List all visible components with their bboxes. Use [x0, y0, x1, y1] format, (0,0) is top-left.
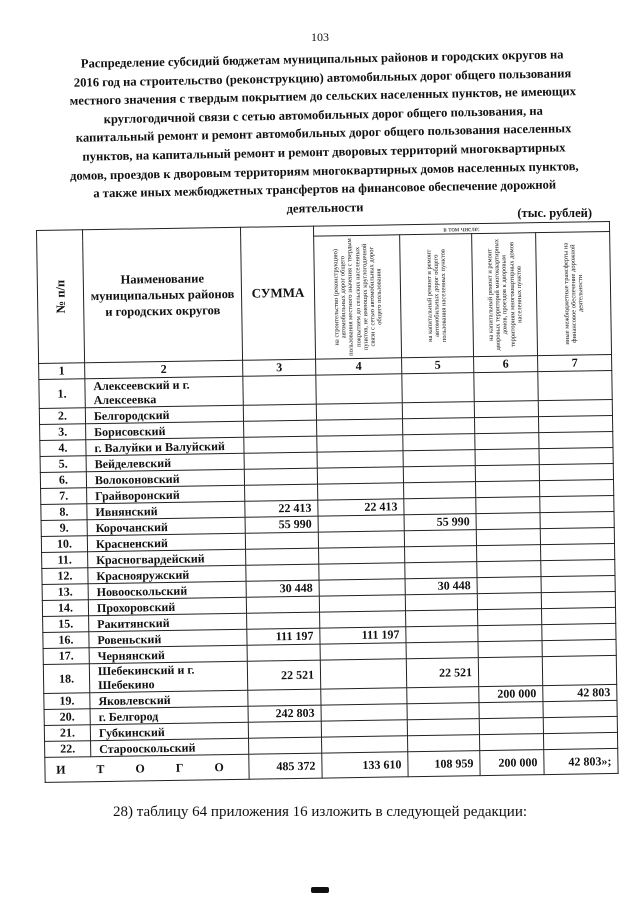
row-number: 22. [45, 741, 91, 758]
header-col6-text: на капитальный ремонт и ремонт дворовых территорий многоквартирных домов, проездов к дворовым территориям многоквартирных домов населенных пунктов [485, 239, 523, 351]
row-col7 [542, 623, 616, 640]
row-number: 18. [43, 664, 89, 694]
row-name: Алексеевский и г. Алексеевка [85, 376, 243, 407]
row-sum [244, 452, 317, 469]
row-col5 [405, 546, 477, 563]
column-number: 1 [39, 363, 85, 380]
row-col4 [318, 515, 404, 532]
row-col5 [403, 434, 475, 451]
row-sum [249, 737, 322, 754]
row-number: 12. [42, 568, 88, 585]
row-col6 [475, 465, 539, 482]
row-col6 [476, 481, 540, 498]
row-number: 9. [41, 520, 87, 537]
row-sum [246, 548, 319, 565]
title-line: а также иных межбюджетных трансфертов на финансовое обеспечение дорожной [93, 177, 557, 201]
row-name: Чернянский [89, 645, 247, 663]
row-name: Шебекинский и г. Шебекино [89, 661, 247, 692]
row-number: 14. [42, 600, 88, 617]
row-col4 [321, 704, 407, 721]
row-name: Борисовский [86, 421, 244, 439]
row-col4 [320, 611, 406, 628]
row-col6 [474, 372, 538, 402]
row-name: Губкинский [90, 722, 248, 740]
header-name: Наименование муниципальных районов и городских округов [83, 227, 243, 362]
row-col6 [478, 657, 542, 687]
row-col5 [403, 466, 475, 483]
row-col6 [476, 529, 540, 546]
total-col4: 133 610 [322, 752, 408, 778]
row-sum [245, 532, 318, 549]
header-col7 [536, 231, 612, 355]
row-col5 [406, 626, 478, 643]
header-including: в том числе: [313, 221, 609, 236]
total-col6: 200 000 [480, 750, 544, 776]
row-col5 [404, 498, 476, 515]
row-col5 [405, 562, 477, 579]
row-sum [248, 721, 321, 738]
row-col6 [476, 513, 540, 530]
row-number: 17. [43, 648, 89, 665]
row-sum: 55 990 [245, 516, 318, 533]
total-sum: 485 372 [249, 753, 322, 779]
title-line: круглогодичной связи с сетью автомобильных дорог общего пользования, на [103, 103, 543, 126]
row-name: Белгородский [85, 405, 243, 423]
header-col4 [314, 235, 402, 359]
row-col6 [476, 497, 540, 514]
column-number: 3 [243, 359, 316, 376]
row-name: Ровеньский [89, 629, 247, 647]
page-number: 103 [311, 30, 329, 44]
row-number: 3. [40, 424, 86, 441]
row-col4 [316, 403, 402, 420]
row-col4 [320, 659, 406, 689]
row-name: Ракитянский [89, 613, 247, 631]
table-body [39, 370, 618, 757]
row-sum [244, 436, 317, 453]
row-sum [246, 564, 319, 581]
row-col4: 22 413 [318, 499, 404, 516]
header-col4-text: на строительство (реконструкцию) автомобильных дорог общего пользования местного значения с твердым покрытием до сельских населенных пунктов, не имеющих круглогодичной связи с сетью автомобильных дорог общего пользования [331, 238, 384, 356]
row-col6 [479, 718, 543, 735]
row-col5 [405, 594, 477, 611]
row-col7 [539, 479, 613, 496]
row-col5 [403, 450, 475, 467]
row-col6 [479, 702, 543, 719]
subsidy-table [36, 221, 619, 783]
row-col7 [540, 495, 614, 512]
column-number: 2 [85, 360, 243, 378]
row-sum: 111 197 [247, 628, 320, 645]
footer-instruction: 28) таблицу 64 приложения 16 изложить в следующей редакции: [112, 804, 528, 820]
header-sum: СУММА [240, 226, 315, 360]
row-number: 13. [42, 584, 88, 601]
row-col6 [479, 734, 543, 751]
row-sum [248, 689, 321, 706]
row-name: Ивнянский [87, 501, 245, 519]
total-col5: 108 959 [408, 751, 480, 777]
title-line: домов, проездов к дворовым территориям многоквартирных домов населенных пунктов, [69, 158, 579, 183]
row-col5 [404, 482, 476, 499]
row-col6 [477, 577, 541, 594]
row-col7 [539, 447, 613, 464]
row-col7 [541, 575, 615, 592]
row-col6 [478, 625, 542, 642]
row-number: 20. [44, 709, 90, 726]
row-col7 [538, 399, 612, 416]
row-col7 [541, 591, 615, 608]
row-col6 [478, 609, 542, 626]
row-col4 [321, 688, 407, 705]
row-col4 [319, 595, 405, 612]
row-number: 7. [41, 488, 87, 505]
row-col7 [542, 607, 616, 624]
row-name: Грайворонский [87, 485, 245, 503]
column-number: 6 [474, 356, 538, 373]
row-name: Старооскольский [91, 738, 249, 756]
title-line: деятельности [286, 199, 364, 216]
total-col7: 42 803»; [544, 748, 618, 774]
row-name: Красногвардейский [88, 549, 246, 567]
row-number: 11. [42, 552, 88, 569]
header-col7-text: иные межбюджетные трансферты на финансовое обеспечение дорожной деятельности [561, 242, 585, 345]
row-col7: 42 803 [543, 684, 617, 701]
row-col7 [540, 511, 614, 528]
row-col6 [477, 561, 541, 578]
row-col5 [407, 719, 479, 736]
row-col5: 22 521 [406, 658, 478, 688]
row-col5 [404, 530, 476, 547]
title-line: Распределение субсидий бюджетам муниципальных районов и городских округов на [80, 47, 564, 71]
row-col6 [475, 433, 539, 450]
title-line: капитальный ремонт и ремонт автомобильных дорог общего пользования населенных [75, 121, 572, 146]
row-col4 [318, 483, 404, 500]
row-col7 [542, 655, 616, 685]
row-col4 [319, 547, 405, 564]
row-col5 [403, 418, 475, 435]
row-col5 [402, 373, 474, 403]
header-number-text: № п/п [52, 279, 68, 314]
title-line: пунктов, на капитальный ремонт и ремонт дворовых территорий многоквартирных [82, 140, 566, 164]
row-sum: 22 521 [247, 660, 320, 690]
row-col6 [475, 417, 539, 434]
row-col4 [317, 451, 403, 468]
row-number: 19. [44, 693, 90, 710]
row-col7 [543, 732, 617, 749]
row-number: 10. [41, 536, 87, 553]
row-number: 21. [44, 725, 90, 742]
row-col7 [539, 463, 613, 480]
row-col7 [543, 716, 617, 733]
document-title [52, 45, 595, 223]
row-name: Волоконовский [86, 469, 244, 487]
row-col7 [541, 559, 615, 576]
row-col5: 30 448 [405, 578, 477, 595]
total-label: И Т О Г О [45, 754, 249, 782]
header-col5-text: на капитальный ремонт и ремонт автомобильных дорог общего пользования населенных пунктов [425, 249, 448, 343]
row-col7 [541, 543, 615, 560]
row-number: 1. [39, 379, 85, 409]
row-col4 [316, 374, 402, 404]
row-col5 [407, 735, 479, 752]
row-col4 [320, 643, 406, 660]
row-sum [247, 612, 320, 629]
row-col7 [539, 431, 613, 448]
row-name: Вейделевский [86, 453, 244, 471]
row-col4 [321, 720, 407, 737]
row-col4 [318, 531, 404, 548]
row-col5 [406, 610, 478, 627]
row-col4 [317, 467, 403, 484]
subsidy-table-wrapper [36, 221, 619, 783]
row-col6 [475, 449, 539, 466]
row-col6 [477, 545, 541, 562]
row-col5 [407, 687, 479, 704]
row-number: 5. [40, 456, 86, 473]
row-name: Корочанский [87, 517, 245, 535]
row-sum [243, 404, 316, 421]
row-col4 [322, 736, 408, 753]
row-col7 [538, 370, 612, 400]
units-label: (тыс. рублей) [517, 206, 592, 220]
row-col5 [406, 642, 478, 659]
row-col7 [543, 700, 617, 717]
row-col6 [477, 593, 541, 610]
row-number: 8. [41, 504, 87, 521]
row-sum: 30 448 [246, 580, 319, 597]
row-sum: 242 803 [248, 705, 321, 722]
row-name: Яковлевский [90, 690, 248, 708]
row-sum [247, 644, 320, 661]
row-name: Прохоровский [88, 597, 246, 615]
column-number: 5 [402, 357, 474, 374]
header-col6 [472, 233, 538, 357]
row-col4: 111 197 [320, 627, 406, 644]
row-sum [243, 375, 316, 405]
header-col5 [400, 234, 474, 358]
row-name: Новооскольский [88, 581, 246, 599]
row-number: 6. [40, 472, 86, 489]
row-name: Красненский [87, 533, 245, 551]
row-col7 [540, 527, 614, 544]
row-col4 [317, 419, 403, 436]
row-col4 [317, 435, 403, 452]
column-number: 4 [316, 358, 402, 375]
row-name: Краснояружский [88, 565, 246, 583]
title-line: местного значения с твердым покрытием до сельских населенных пунктов, не имеющих [69, 84, 577, 109]
row-col5: 55 990 [404, 514, 476, 531]
row-col6: 200 000 [479, 686, 543, 703]
row-col4 [319, 579, 405, 596]
row-number: 2. [39, 408, 85, 425]
title-line: 2016 год на строительство (реконструкцию) автомобильных дорог общего пользования [73, 65, 572, 90]
row-name: г. Валуйки и Валуйский [86, 437, 244, 455]
row-col5 [402, 402, 474, 419]
column-number: 7 [538, 354, 612, 371]
row-col5 [407, 703, 479, 720]
row-col7 [538, 415, 612, 432]
scan-mark [311, 887, 329, 893]
row-sum [245, 484, 318, 501]
row-sum [244, 420, 317, 437]
row-sum [244, 468, 317, 485]
row-number: 16. [43, 632, 89, 649]
row-col7 [542, 639, 616, 656]
row-col4 [319, 563, 405, 580]
row-col6 [478, 641, 542, 658]
row-number: 15. [43, 616, 89, 633]
row-name: г. Белгород [90, 706, 248, 724]
row-number: 4. [40, 440, 86, 457]
header-number [37, 230, 85, 364]
row-sum [246, 596, 319, 613]
row-col6 [474, 401, 538, 418]
row-sum: 22 413 [245, 500, 318, 517]
